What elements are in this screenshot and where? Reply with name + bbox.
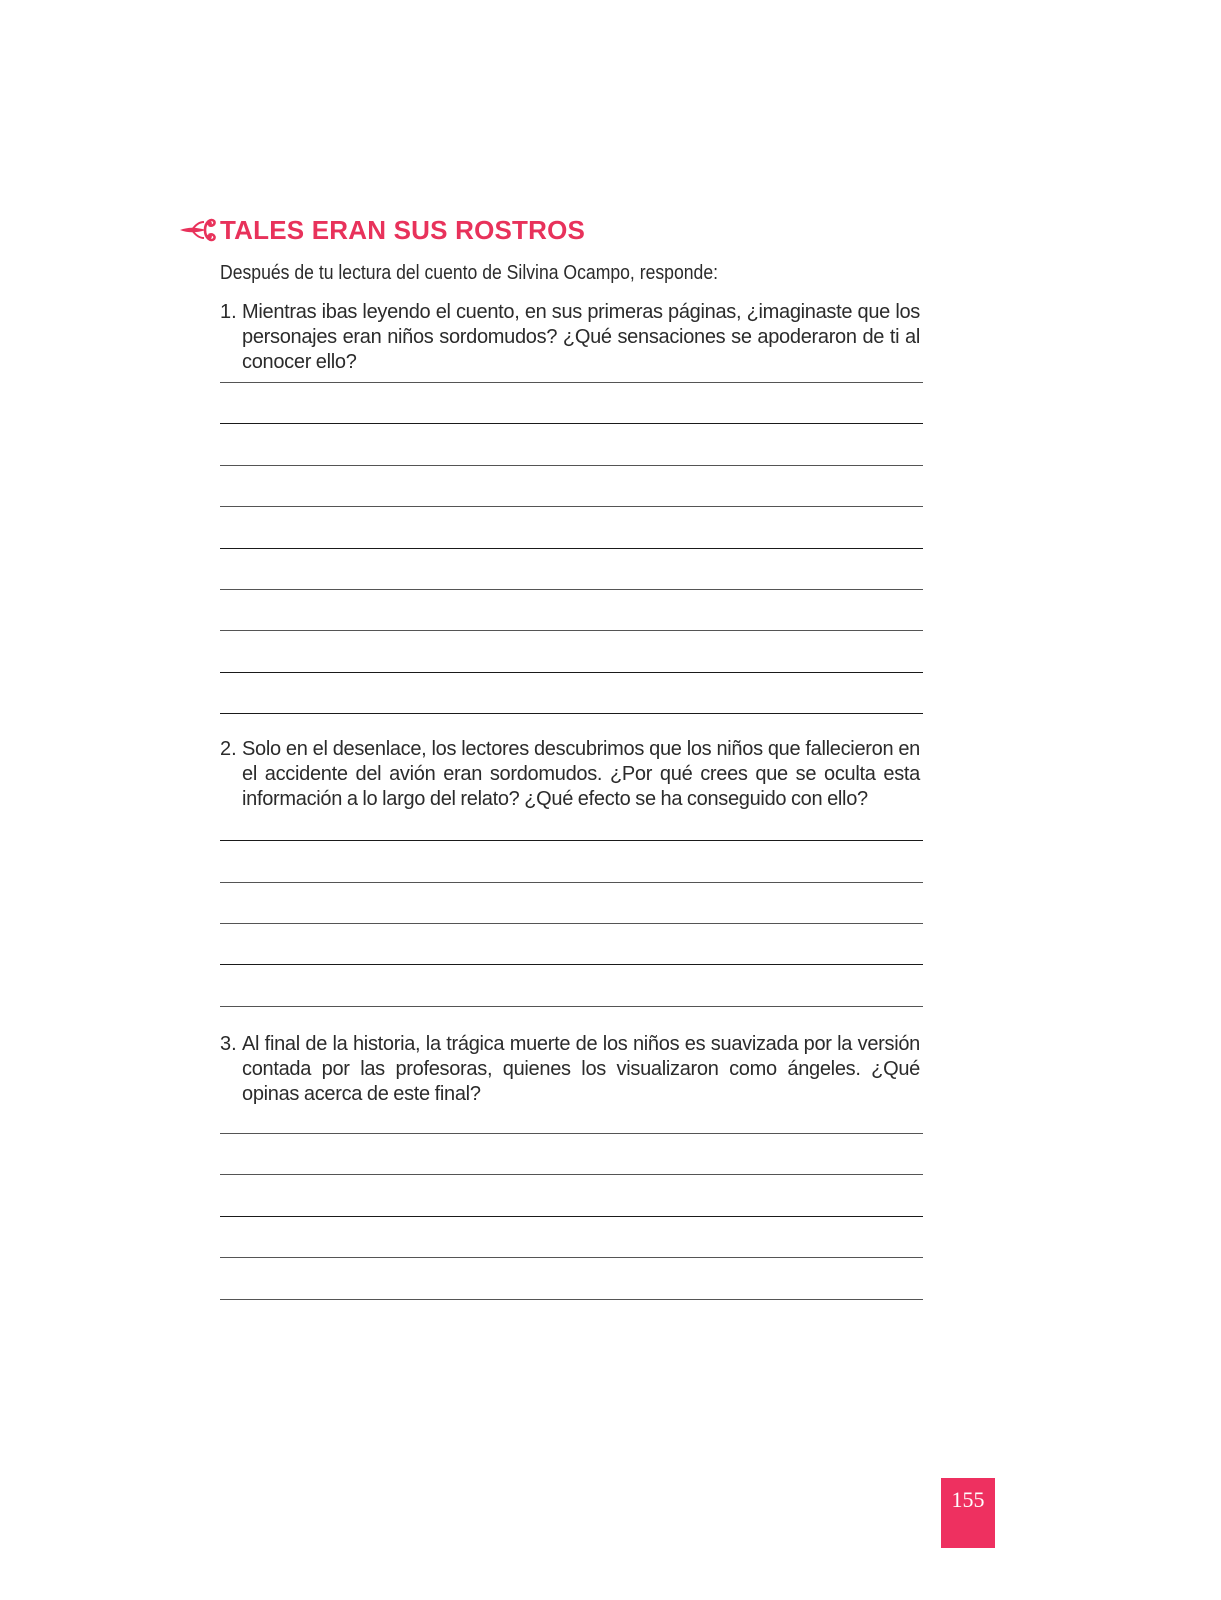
answer-line[interactable] (220, 923, 923, 924)
answer-line[interactable] (220, 506, 923, 507)
answer-line[interactable] (220, 1174, 923, 1175)
answer-line[interactable] (220, 713, 923, 714)
answer-line[interactable] (220, 1257, 923, 1258)
question-text: Al final de la historia, la trágica muerte de los niños es suavizada por la versión contada por las profesoras, quienes los visualizaron como ángeles. ¿Qué opinas acerca de este final? (242, 1033, 920, 1105)
section-title: TALES ERAN SUS ROSTROS (220, 214, 586, 245)
answer-line[interactable] (220, 1006, 923, 1007)
section-header (178, 210, 585, 250)
answer-line[interactable] (220, 964, 923, 965)
answer-line[interactable] (220, 840, 923, 841)
answer-line[interactable] (220, 630, 923, 631)
answer-line[interactable] (220, 1216, 923, 1217)
question-number: 2. (220, 738, 237, 760)
question-2 (220, 737, 920, 812)
answer-line[interactable] (220, 1133, 923, 1134)
question-number: 3. (220, 1033, 237, 1055)
answer-line[interactable] (220, 672, 923, 673)
answer-line[interactable] (220, 382, 923, 383)
answer-line[interactable] (220, 1299, 923, 1300)
question-number: 1. (220, 301, 237, 323)
answer-line[interactable] (220, 465, 923, 466)
question-1 (220, 300, 920, 375)
question-3 (220, 1032, 920, 1107)
instructions-text: Después de tu lectura del cuento de Silvina Ocampo, responde: (220, 262, 718, 284)
question-text: Solo en el desenlace, los lectores descubrimos que los niños que fallecieron en el accidente del avión eran sordomudos. ¿Por qué crees que se oculta esta información a lo largo del relato? ¿Qué efecto se ha conseguido con ello? (242, 738, 920, 810)
answer-line[interactable] (220, 548, 923, 549)
answer-line[interactable] (220, 423, 923, 424)
question-text: Mientras ibas leyendo el cuento, en sus primeras páginas, ¿imaginaste que los personajes eran niños sordomudos? ¿Qué sensaciones se apoderaron de ti al conocer ello? (242, 301, 920, 373)
page-number: 155 (951, 1487, 985, 1512)
page-number-badge (941, 1478, 995, 1548)
answer-line[interactable] (220, 589, 923, 590)
fleur-ornament-icon (178, 210, 216, 250)
answer-line[interactable] (220, 882, 923, 883)
